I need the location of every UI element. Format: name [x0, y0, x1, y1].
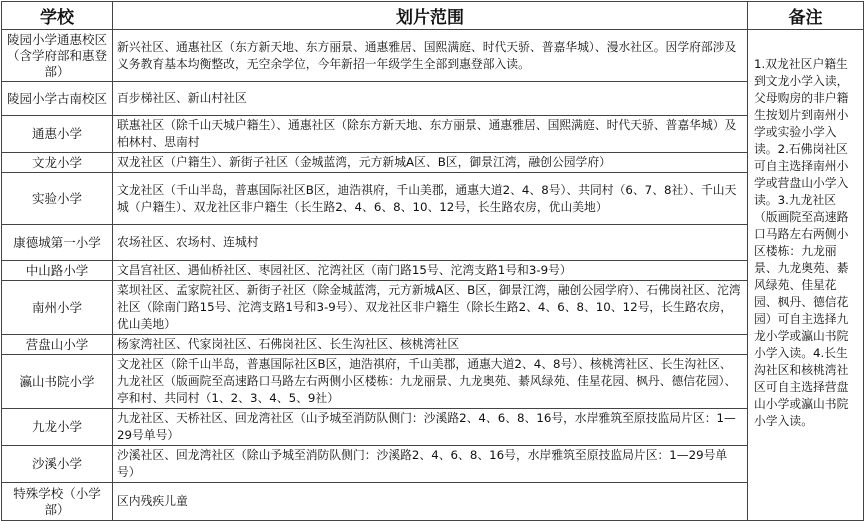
table-row: [2, 82, 864, 116]
table-row: [2, 281, 864, 335]
school-name: 中山路小学: [2, 261, 113, 281]
table-row: [2, 355, 864, 409]
school-name: 营盘山小学: [2, 335, 113, 355]
table-row: [2, 225, 864, 261]
zoning-area: 菜坝社区、孟家院社区、新街子社区（除金城蓝湾，元方新城A区、B区，御景江湾，融创公园学府）、石佛岗社区、沱湾社区（除南门路15号、沱湾支路1号和3-9号）、双龙社区非户籍生（除长生路2、4、6、8、10、12号，长生路农房，优山美地）: [113, 281, 748, 335]
table-row: [2, 261, 864, 281]
header-area: 划片范围: [113, 2, 748, 30]
zoning-table-wrapper: [1, 1, 863, 517]
school-zoning-table: [1, 1, 864, 521]
school-name: 实验小学: [2, 173, 113, 225]
zoning-area: 文龙社区（除千山半岛，普惠国际社区B区，迪浩祺府，千山美郡，通惠大道2、4、8号）、核桃湾社区、长生沟社区、九龙社区（版画院至高速路口马路左右两侧小区楼栋：九龙丽景、九龙奥苑、綦风绿苑、佳星花园、枫丹、德信花园）、亭和村、共同村（1、2、3、4、5、9社）: [113, 355, 748, 409]
table-row: [2, 173, 864, 225]
zoning-area: 沙溪社区、回龙湾社区（除山予城至消防队侧门：沙溪路2、4、6、8、16号，水岸雅筑至原技监局片区：1—29号单号）: [113, 446, 748, 483]
school-name: 南州小学: [2, 281, 113, 335]
header-school: 学校: [2, 2, 113, 30]
table-row: [2, 116, 864, 153]
school-name: 陵园小学通惠校区（含学府部和惠登部）: [2, 30, 113, 82]
zoning-area: 文龙社区（千山半岛，普惠国际社区B区，迪浩祺府，千山美郡，通惠大道2、4、8号）、共同村（6、7、8社）、千山天城（户籍生）、双龙社区非户籍生（长生路2、4、6、8、10、12号，长生路农房，优山美地）: [113, 173, 748, 225]
zoning-area: 九龙社区、天桥社区、回龙湾社区（山予城至消防队侧门：沙溪路2、4、6、8、16号，水岸雅筑至原技监局片区：1—29号单号）: [113, 409, 748, 446]
zoning-area: 文昌宫社区、遇仙桥社区、枣园社区、沱湾社区（南门路15号、沱湾支路1号和3-9号）: [113, 261, 748, 281]
school-name: 九龙小学: [2, 409, 113, 446]
remarks-cell: 1.双龙社区户籍生到文龙小学入读，父母购房的非户籍生按划片到南州小学或实验小学入读。2.石佛岗社区可自主选择南州小学或营盘山小学入读。3.九龙社区（版画院至高速路口马路左右两侧小区楼栋：九龙丽景、九龙奥苑、綦风绿苑、佳星花园、枫丹、德信花园）可自主选择九龙小学或瀛山书院小学入读。4.长生沟社区和核桃湾社区可自主选择营盘山小学或瀛山书院小学入读。: [748, 30, 864, 521]
zoning-area: 联惠社区（除千山天城户籍生）、通惠社区（除东方新天地、东方丽景、通惠雅居、国熙满庭、时代天骄、普嘉华城）及柏林村、思南村: [113, 116, 748, 153]
zoning-area: 杨家湾社区、代家岗社区、石佛岗社区、长生沟社区、核桃湾社区: [113, 335, 748, 355]
school-name: 瀛山书院小学: [2, 355, 113, 409]
header-note: 备注: [748, 2, 864, 30]
zoning-area: 区内残疾儿童: [113, 483, 748, 521]
zoning-area: 农场社区、农场村、连城村: [113, 225, 748, 261]
school-name: 特殊学校（小学部）: [2, 483, 113, 521]
table-row: [2, 483, 864, 521]
school-name: 通惠小学: [2, 116, 113, 153]
zoning-area: 新兴社区、通惠社区（东方新天地、东方丽景、通惠雅居、国熙满庭、时代天骄、普嘉华城）、漫水社区。因学府部涉及义务教育基本均衡整改，无空余学位，今年新招一年级学生全部到惠登部入读。: [113, 30, 748, 82]
table-row: [2, 409, 864, 446]
school-name: 文龙小学: [2, 153, 113, 173]
school-name: 康德城第一小学: [2, 225, 113, 261]
table-row: [2, 30, 864, 82]
table-row: [2, 446, 864, 483]
zoning-area: 双龙社区（户籍生）、新街子社区（金城蓝湾，元方新城A区、B区，御景江湾，融创公园学府）: [113, 153, 748, 173]
school-name: 陵园小学古南校区: [2, 82, 113, 116]
table-row: [2, 335, 864, 355]
table-row: [2, 153, 864, 173]
school-name: 沙溪小学: [2, 446, 113, 483]
table-header-row: [2, 2, 864, 30]
zoning-area: 百步梯社区、新山村社区: [113, 82, 748, 116]
